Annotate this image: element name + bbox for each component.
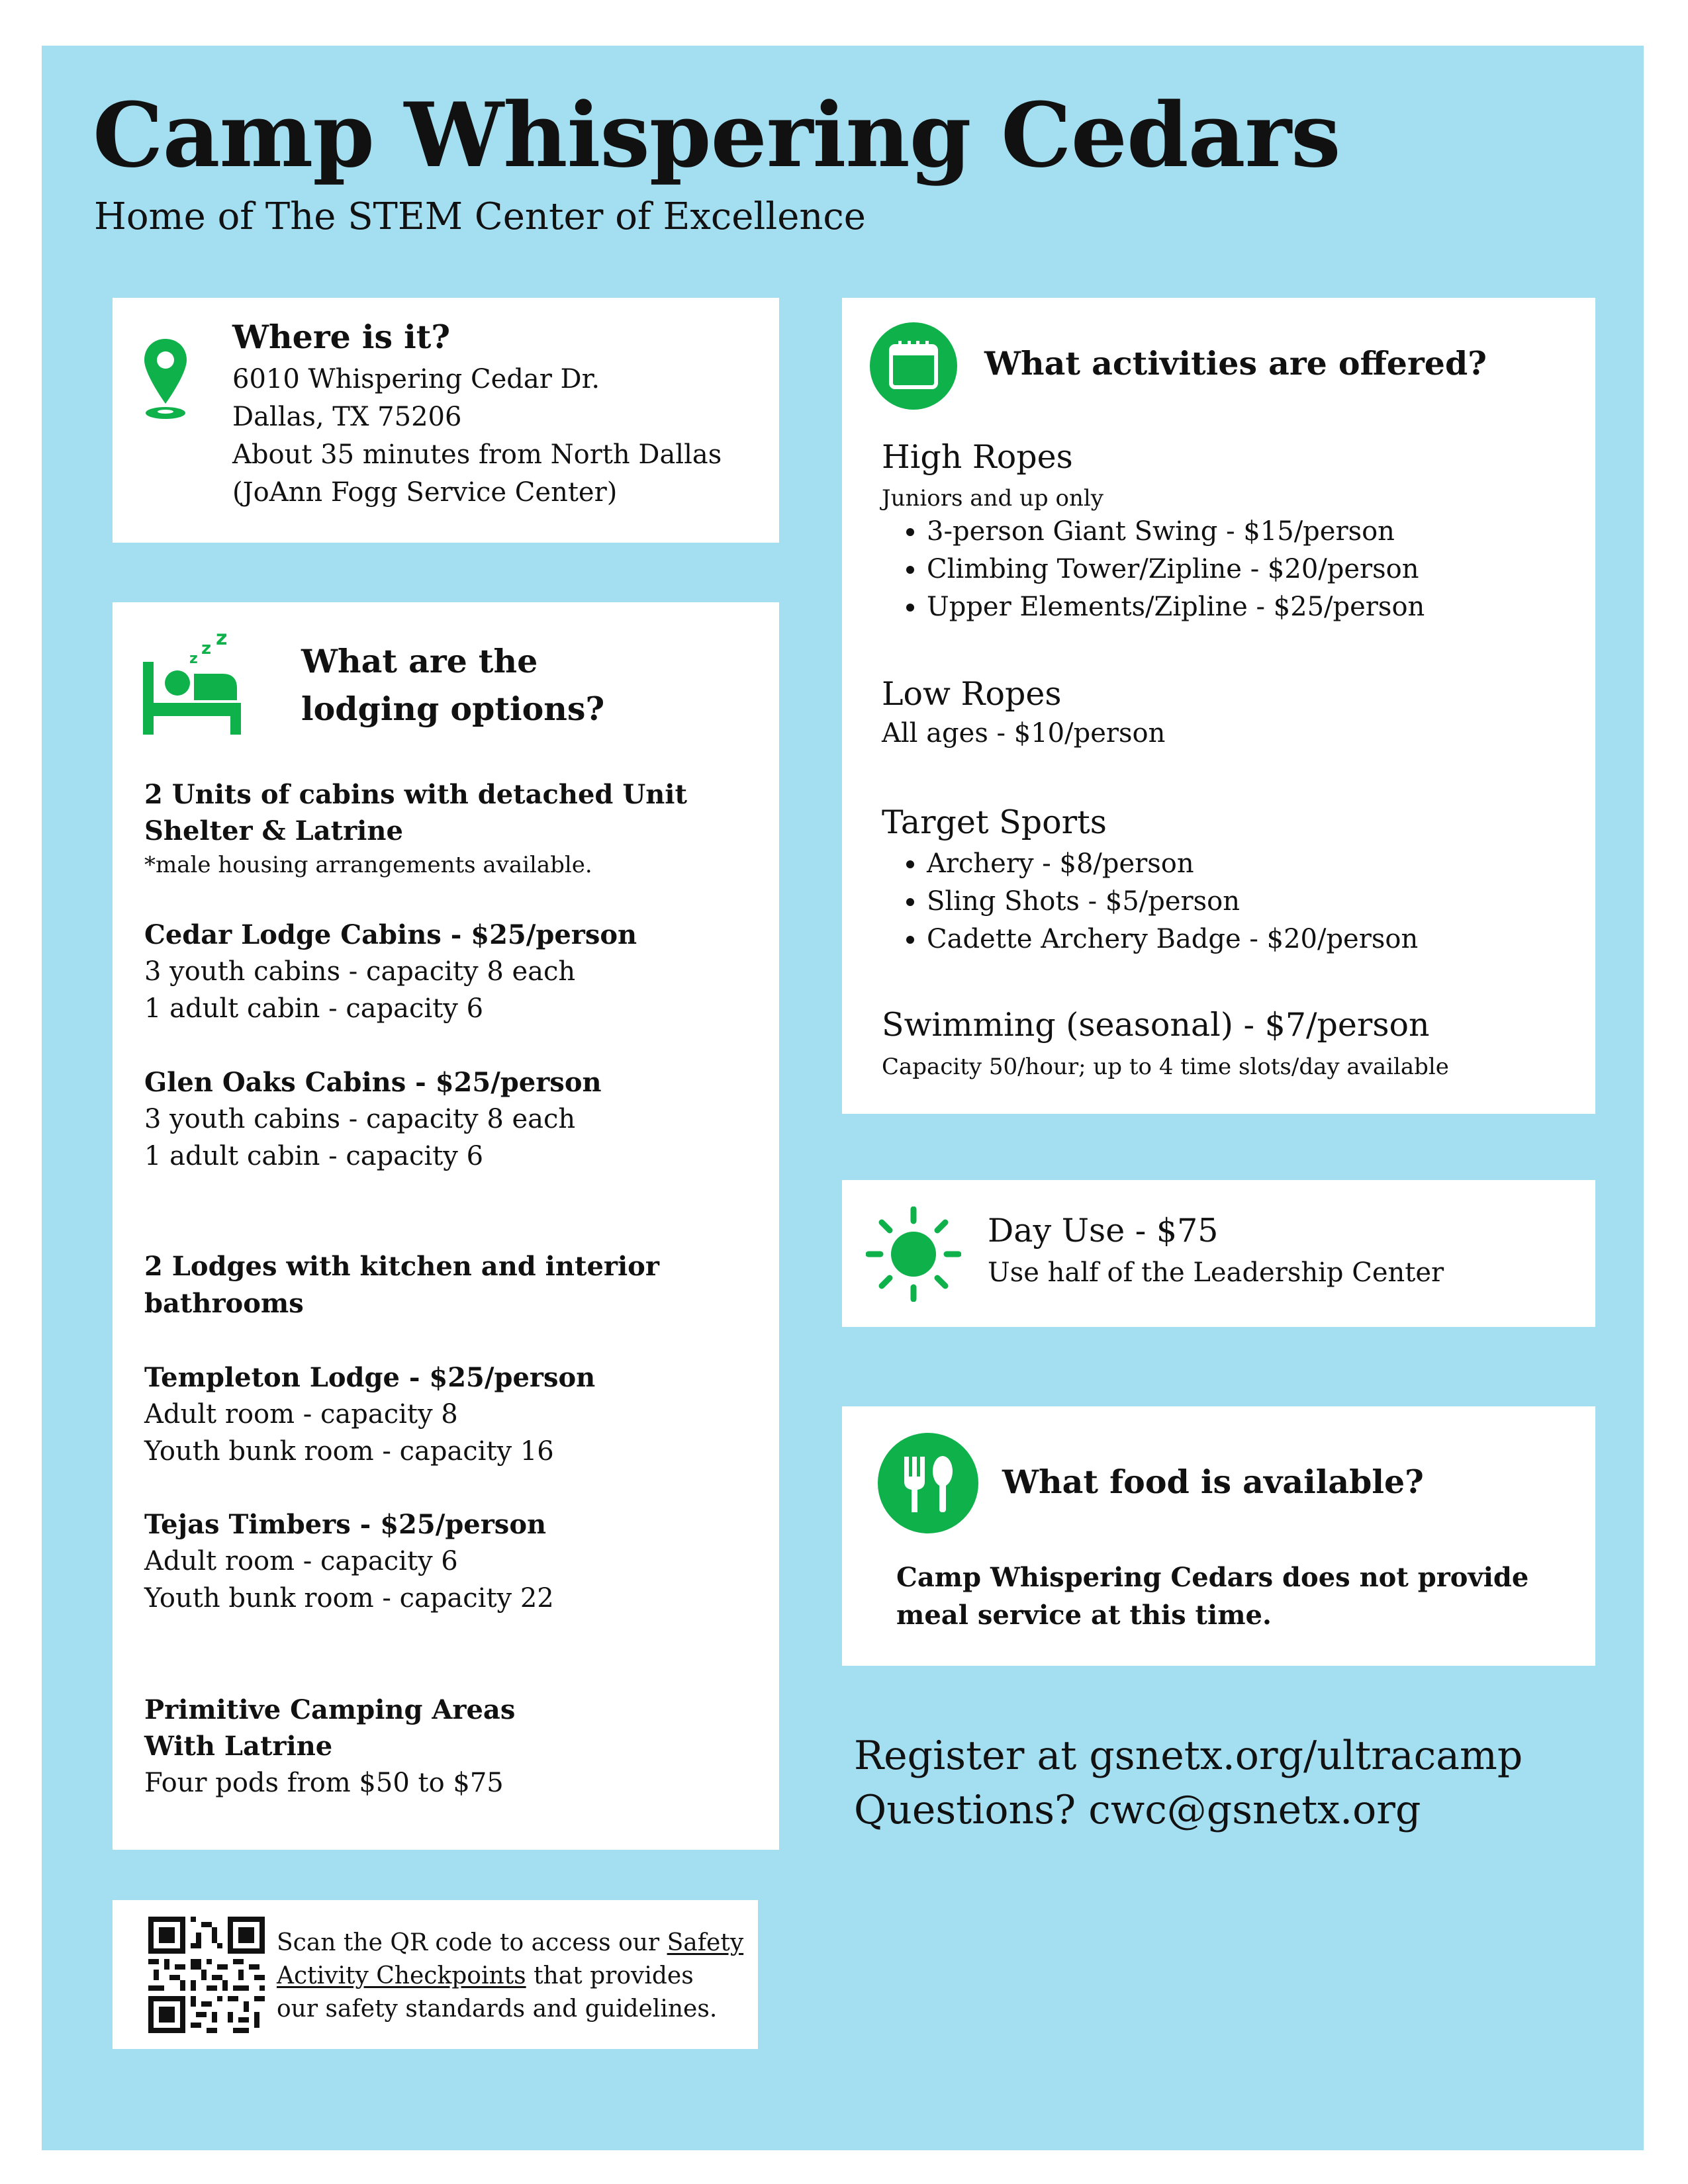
swimming-title: Swimming (seasonal) - $7/person [882, 1006, 1430, 1044]
lodging-card [113, 602, 779, 1850]
primitive-camping-title-line-1: Primitive Camping Areas [144, 1694, 516, 1725]
lodges-heading-line-1: 2 Lodges with kitchen and interior [144, 1251, 659, 1282]
qr-text-prefix: Scan the QR code to access our [277, 1929, 667, 1956]
list-item: • Cadette Archery Badge - $20/person [927, 921, 1418, 958]
food-heading: What food is available? [1002, 1463, 1424, 1501]
distance-line: About 35 minutes from North Dallas [232, 439, 722, 470]
lodges-heading-line-2: bathrooms [144, 1288, 304, 1319]
lodging-heading-line-2: lodging options? [301, 690, 605, 728]
glen-oaks-line-1: 3 youth cabins - capacity 8 each [144, 1104, 576, 1134]
tejas-timbers-title: Tejas Timbers - $25/person [144, 1509, 547, 1540]
qr-text-line-2 [277, 1960, 694, 1993]
qr-card [113, 1900, 758, 2049]
templeton-lodge-line-1: Adult room - capacity 8 [144, 1399, 458, 1430]
register-line: Register at gsnetx.org/ultracamp [854, 1733, 1523, 1779]
address-line-2: Dallas, TX 75206 [232, 402, 462, 432]
safety-checkpoints-link-part-2[interactable]: Activity Checkpoints [277, 1962, 526, 1989]
qr-text-after-link: that provides [526, 1962, 694, 1989]
tejas-timbers-line-2: Youth bunk room - capacity 22 [144, 1583, 554, 1614]
glen-oaks-line-2: 1 adult cabin - capacity 6 [144, 1141, 484, 1171]
questions-line: Questions? cwc@gsnetx.org [854, 1787, 1421, 1833]
fork-spoon-icon [878, 1433, 978, 1533]
target-sports-list [882, 845, 1418, 958]
list-item: • Archery - $8/person [927, 845, 1418, 883]
primitive-camping-line: Four pods from $50 to $75 [144, 1768, 504, 1798]
calendar-icon [870, 322, 957, 410]
cedar-lodge-title: Cedar Lodge Cabins - $25/person [144, 919, 637, 950]
cabins-note: *male housing arrangements available. [144, 852, 592, 878]
location-heading: Where is it? [232, 318, 451, 356]
safety-checkpoints-link-part-1[interactable]: Safety [667, 1929, 744, 1956]
high-ropes-list [882, 513, 1425, 626]
high-ropes-note: Juniors and up only [882, 485, 1103, 512]
food-card [842, 1406, 1595, 1666]
address-line-1: 6010 Whispering Cedar Dr. [232, 364, 600, 394]
cabins-heading-line-2: Shelter & Latrine [144, 815, 403, 846]
qr-text-line-3: our safety standards and guidelines. [277, 1995, 718, 2023]
map-pin-icon [143, 338, 188, 424]
sleeping-bed-icon [143, 629, 242, 735]
templeton-lodge-title: Templeton Lodge - $25/person [144, 1362, 596, 1393]
glen-oaks-title: Glen Oaks Cabins - $25/person [144, 1067, 602, 1098]
activities-heading: What activities are offered? [984, 344, 1487, 383]
high-ropes-title: High Ropes [882, 438, 1073, 476]
activities-card [842, 298, 1595, 1114]
page-subtitle: Home of The STEM Center of Excellence [94, 195, 866, 238]
cedar-lodge-line-1: 3 youth cabins - capacity 8 each [144, 956, 576, 987]
templeton-lodge-line-2: Youth bunk room - capacity 16 [144, 1436, 554, 1467]
day-use-card [842, 1180, 1595, 1327]
location-card [113, 298, 779, 543]
food-line-1: Camp Whispering Cedars does not provide [896, 1562, 1529, 1593]
qr-code-icon[interactable] [148, 1917, 265, 2033]
primitive-camping-title-line-2: With Latrine [144, 1731, 333, 1762]
list-item: • Sling Shots - $5/person [927, 883, 1418, 921]
low-ropes-title: Low Ropes [882, 675, 1062, 713]
list-item: • 3-person Giant Swing - $15/person [927, 513, 1425, 551]
cedar-lodge-line-2: 1 adult cabin - capacity 6 [144, 993, 484, 1024]
tejas-timbers-line-1: Adult room - capacity 6 [144, 1546, 458, 1576]
list-item: • Climbing Tower/Zipline - $20/person [927, 551, 1425, 588]
food-line-2: meal service at this time. [896, 1600, 1272, 1631]
swimming-line: Capacity 50/hour; up to 4 time slots/day available [882, 1054, 1449, 1080]
low-ropes-line: All ages - $10/person [882, 718, 1166, 749]
lodging-heading-line-1: What are the [301, 642, 538, 680]
service-center-line: (JoAnn Fogg Service Center) [232, 477, 618, 508]
svg-text:z: z [189, 651, 198, 667]
cabins-heading-line-1: 2 Units of cabins with detached Unit [144, 779, 687, 810]
svg-text:z: z [216, 629, 228, 650]
day-use-line: Use half of the Leadership Center [988, 1257, 1444, 1288]
svg-text:z: z [201, 639, 212, 659]
day-use-title: Day Use - $75 [988, 1212, 1219, 1250]
qr-text-line-1 [277, 1927, 743, 1960]
page-title: Camp Whispering Cedars [93, 83, 1340, 187]
sun-icon [866, 1206, 961, 1302]
target-sports-title: Target Sports [882, 803, 1107, 841]
list-item: • Upper Elements/Zipline - $25/person [927, 588, 1425, 626]
